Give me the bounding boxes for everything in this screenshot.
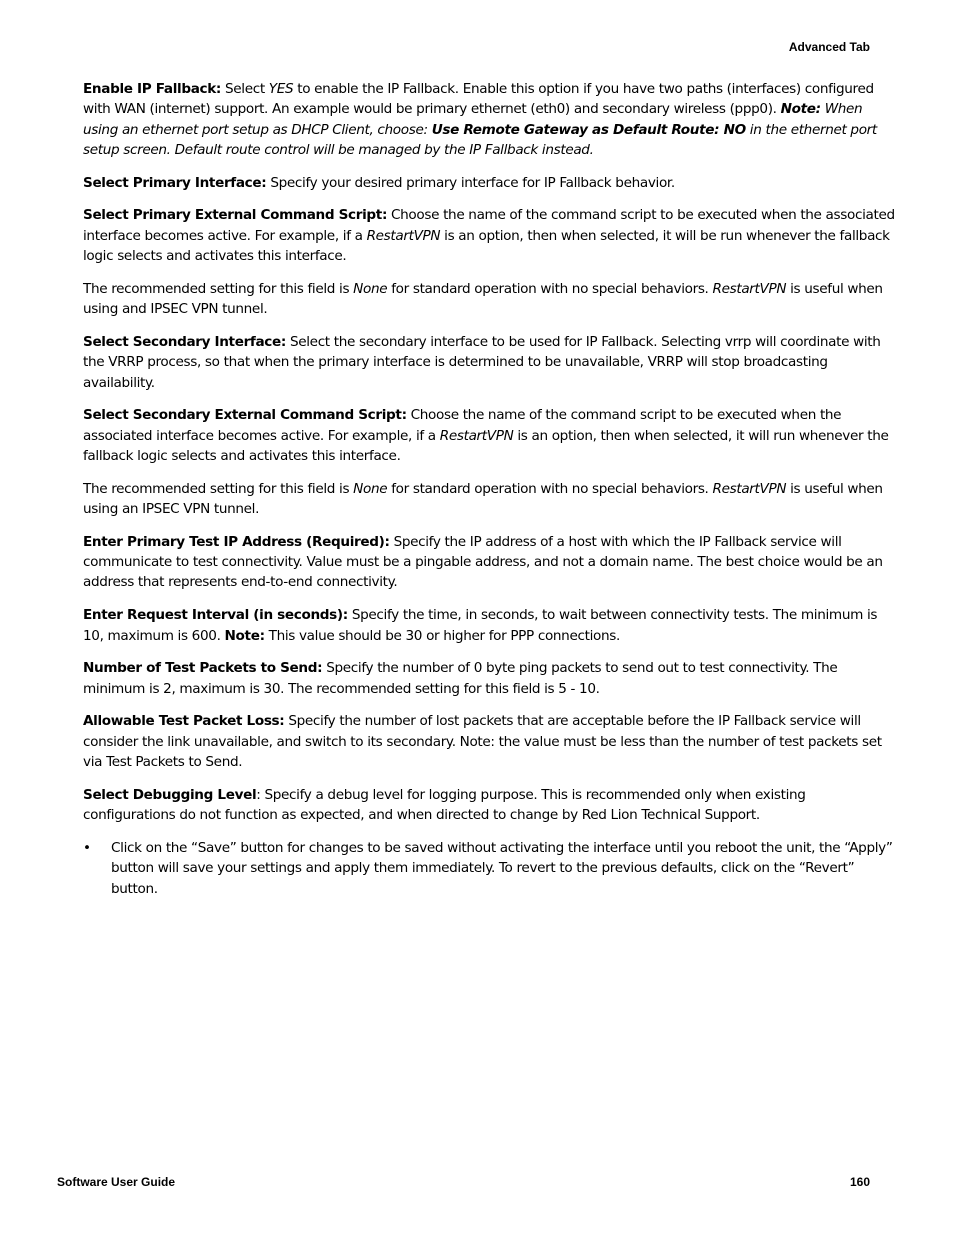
bullet-text: Click on the “Save” button for changes to be saved without activating the interface until you reboot the unit, the “Apply” button will save your settings and apply them immediately. To revert to the previous defaults, click on the “Revert” button. bbox=[111, 839, 893, 897]
paragraph-debugging-level bbox=[83, 785, 898, 826]
paragraph-secondary-recommended bbox=[83, 479, 898, 520]
paragraph-primary-command-script bbox=[83, 205, 898, 266]
term-label: Enable IP Fallback: bbox=[83, 81, 222, 97]
text: Specify the time, in seconds, to wait between connectivity tests. The minimum is 10, maximum is 600. bbox=[83, 607, 878, 644]
term-label: Enter Primary Test IP Address (Required): bbox=[83, 533, 390, 550]
term-label: Select Debugging Level bbox=[83, 786, 257, 803]
text: for standard operation with no special behaviors. bbox=[387, 480, 713, 497]
text: This value should be 30 or higher for PPP connections. bbox=[264, 627, 620, 644]
paragraph-enable-ip-fallback bbox=[83, 79, 898, 160]
text: is useful when using an IPSEC VPN tunnel. bbox=[83, 480, 883, 518]
text: : Specify a debug level for logging purpose. This is recommended only when existing configurations do not function as expected, and when directed to change by Red Lion Technical Support. bbox=[83, 786, 806, 824]
text: for standard operation with no special behaviors. bbox=[387, 280, 713, 297]
note-label: Note: bbox=[224, 627, 265, 644]
paragraph-test-packets bbox=[83, 658, 898, 699]
paragraph-secondary-command-script bbox=[83, 405, 898, 466]
paragraph-primary-recommended bbox=[83, 279, 898, 320]
italic-text: RestartVPN bbox=[712, 480, 787, 497]
note-bold-text: Use Remote Gateway as Default Route: NO bbox=[431, 121, 746, 138]
term-label: Select Primary External Command Script: bbox=[83, 207, 388, 224]
paragraph-packet-loss bbox=[83, 711, 898, 772]
text: is an option, then when selected, it will run whenever the fallback logic selects and activates this interface. bbox=[83, 427, 889, 464]
text: is an option, then when selected, it will be run whenever the fallback logic selects and activates this interface. bbox=[83, 227, 890, 265]
text: is useful when using and IPSEC VPN tunnel. bbox=[83, 280, 883, 318]
text: Choose the name of the command script to be executed when the associated interface becomes active. For example, if a bbox=[83, 207, 895, 244]
text: Choose the name of the command script to be executed when the associated interface becomes active. For example, if a bbox=[83, 407, 842, 444]
text: Specify your desired primary interface for IP Fallback behavior. bbox=[266, 174, 675, 191]
term-label: Enter Request Interval (in seconds): bbox=[83, 607, 348, 624]
paragraph-select-primary-interface bbox=[83, 173, 898, 193]
term-label: Number of Test Packets to Send: bbox=[83, 660, 323, 677]
italic-text: RestartVPN bbox=[712, 280, 787, 297]
italic-text: RestartVPN bbox=[366, 227, 441, 244]
paragraph-select-secondary-interface bbox=[83, 332, 898, 393]
italic-text: RestartVPN bbox=[439, 427, 514, 444]
term-label: Select Primary Interface: bbox=[83, 174, 267, 191]
term-label: Allowable Test Packet Loss: bbox=[83, 713, 285, 730]
text: The recommended setting for this field is bbox=[83, 280, 354, 297]
page-body bbox=[83, 79, 898, 899]
term-label: Select Secondary External Command Script: bbox=[83, 407, 407, 424]
paragraph-primary-test-ip bbox=[83, 532, 898, 593]
running-header: Advanced Tab bbox=[788, 40, 870, 54]
note-text: in the ethernet port setup screen. Default route control will be managed by the IP Fallback instead. bbox=[83, 121, 877, 158]
text: The recommended setting for this field is bbox=[83, 480, 354, 497]
footer-document-title: Software User Guide bbox=[57, 1175, 176, 1189]
note-text: When using an ethernet port setup as DHCP Client, choose: bbox=[83, 101, 863, 138]
text: Select the secondary interface to be used for IP Fallback. Selecting vrrp will coordinate with the VRRP process, so that when the primary interface is determined to be unavailable, VRRP will stop broadcasting availability. bbox=[83, 333, 881, 391]
footer-page-number: 160 bbox=[849, 1175, 870, 1189]
note-label: Note: bbox=[780, 101, 821, 118]
text: Specify the number of lost packets that are acceptable before the IP Fallback service will consider the link unavailable, and switch to its secondary. Note: the value must be less than the number of test packets set via Test Packets to Send. bbox=[83, 713, 882, 771]
text: Specify the number of 0 byte ping packets to send out to test connectivity. The minimum is 2, maximum is 30. The recommended setting for this field is 5 - 10. bbox=[83, 660, 838, 697]
text: Select bbox=[221, 81, 269, 97]
bullet-item-save-apply bbox=[83, 838, 898, 899]
italic-text: None bbox=[353, 280, 388, 297]
italic-text: None bbox=[353, 480, 388, 497]
text: to enable the IP Fallback. Enable this option if you have two paths (interfaces) configured with WAN (internet) support. An example would be primary ethernet (eth0) and secondary wireless (ppp0). bbox=[83, 81, 874, 118]
italic-text: YES bbox=[268, 81, 294, 97]
term-label: Select Secondary Interface: bbox=[83, 333, 286, 350]
text: Specify the IP address of a host with which the IP Fallback service will communicate to test connectivity. Value must be a pingable address, and not a domain name. The best choice would be an address that represents end-to-end connectivity. bbox=[83, 533, 883, 591]
paragraph-request-interval bbox=[83, 605, 898, 646]
bullet-icon: • bbox=[83, 839, 91, 856]
